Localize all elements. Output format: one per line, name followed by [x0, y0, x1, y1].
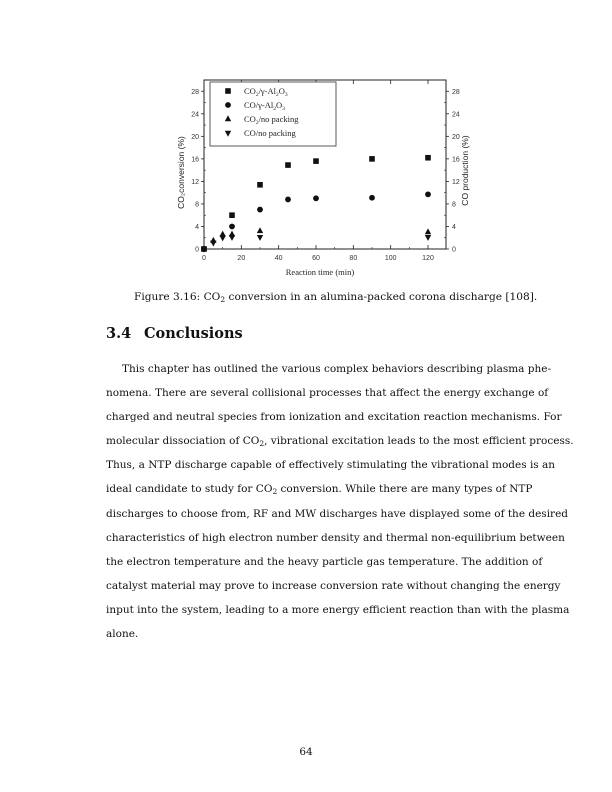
triangle-up-marker — [425, 228, 431, 234]
paragraph-line: catalyst material may prove to increase conversion rate without changing the energy — [106, 579, 561, 592]
section-number: 3.4 — [106, 325, 132, 342]
paragraph-line: charged and neutral species from ionization and excitation reaction mechanisms. For — [106, 411, 562, 424]
square-marker — [425, 155, 431, 161]
x-tick-label: 20 — [237, 255, 246, 262]
y-tick-label: 0 — [195, 246, 199, 254]
y-axis-label: CO₂conversion (%) — [176, 136, 186, 209]
y-tick-label: 16 — [191, 156, 199, 164]
caption-text: Figure 3.16: CO — [134, 291, 221, 303]
circle-marker — [225, 102, 231, 108]
legend-label-part: 2 — [255, 120, 259, 126]
legend-label-part: O — [278, 86, 285, 96]
triangle-up-marker — [257, 227, 263, 233]
circle-marker — [369, 195, 375, 201]
legend-label-part: 2 — [255, 92, 259, 98]
legend-label-part: CO/no packing — [244, 128, 296, 138]
y2-tick-label: 0 — [452, 246, 456, 254]
paragraph-line: discharges to choose from, RF and MW discharges have displayed some of the desired — [106, 507, 569, 520]
x-tick-label: 60 — [312, 255, 320, 262]
y-tick-label: 8 — [195, 201, 199, 209]
y2-tick-label: 8 — [452, 201, 456, 209]
y-tick-label: 24 — [191, 111, 199, 119]
square-marker — [369, 156, 375, 162]
paragraph-line: nomena. There are several collisional processes that affect the energy exchange of — [106, 387, 549, 400]
section-title: Conclusions — [144, 325, 243, 342]
figure-caption — [134, 291, 537, 303]
circle-marker — [425, 191, 431, 197]
caption-subscript: 2 — [220, 295, 226, 304]
x-tick-label: 0 — [202, 255, 206, 262]
paragraph-line: alone. — [106, 628, 139, 641]
triangle-down-marker — [425, 235, 431, 241]
square-marker — [229, 212, 235, 218]
y2-axis-label: CO production (%) — [460, 135, 470, 206]
square-marker — [225, 88, 231, 94]
legend-label-part: CO/γ-Al — [244, 100, 274, 110]
legend-label-part: CO — [244, 86, 256, 96]
triangle-down-marker — [257, 235, 263, 241]
x-axis-label: Reaction time (min) — [285, 267, 355, 277]
scatter-plot — [170, 76, 470, 286]
circle-marker — [313, 195, 319, 201]
legend-label-part: /γ-Al — [258, 86, 277, 96]
triangle-down-marker — [210, 241, 216, 247]
square-marker — [285, 162, 291, 168]
paragraph-line: Thus, a NTP discharge capable of effectively stimulating the vibrational modes is an — [106, 459, 556, 472]
paragraph-line: input into the system, leading to a more energy efficient reaction than with the plasma — [106, 603, 570, 616]
x-tick-label: 100 — [384, 255, 397, 262]
y-tick-label: 12 — [191, 178, 199, 186]
square-marker — [257, 182, 263, 188]
y2-tick-label: 16 — [452, 156, 460, 164]
circle-marker — [229, 224, 235, 230]
paragraph-line: the electron temperature and the heavy particle gas temperature. The addition of — [106, 555, 543, 568]
y-tick-label: 4 — [195, 223, 199, 231]
legend-label-part: CO — [244, 114, 256, 124]
triangle-down-marker — [219, 236, 225, 242]
y-tick-label: 28 — [191, 88, 199, 96]
legend-label-part: 3 — [282, 106, 285, 112]
section-heading — [106, 325, 243, 342]
circle-marker — [285, 197, 291, 203]
x-tick-label: 120 — [422, 255, 434, 262]
paragraph-line: molecular dissociation of $CO_2$, vibrational excitation leads to the most efficient process. — [106, 435, 574, 449]
legend-label-part: 2 — [273, 106, 277, 112]
page-number: 64 — [299, 746, 313, 758]
y2-tick-label: 4 — [452, 223, 456, 231]
y-tick-label: 20 — [191, 133, 199, 141]
y2-tick-label: 28 — [452, 88, 460, 96]
y2-tick-label: 12 — [452, 178, 460, 186]
circle-marker — [257, 207, 263, 213]
figure-3-16-chart — [170, 76, 470, 286]
x-tick-label: 80 — [349, 255, 358, 262]
caption-text-rest: conversion in an alumina-packed corona discharge [108]. — [225, 291, 538, 303]
square-marker — [313, 158, 319, 164]
paragraph-line: characteristics of high electron number density and thermal non-equilibrium between — [106, 531, 565, 544]
legend-label-part: O — [276, 100, 283, 110]
paragraph-line: This chapter has outlined the various complex behaviors describing plasma phe- — [122, 363, 552, 375]
triangle-down-marker — [229, 235, 235, 241]
legend-label-part: /no packing — [258, 114, 299, 124]
legend-label — [244, 128, 296, 138]
legend-label-part: 3 — [284, 92, 288, 98]
legend-label-part: 2 — [276, 92, 279, 98]
conclusions-paragraph — [106, 357, 574, 646]
y2-tick-label: 24 — [452, 111, 460, 119]
x-tick-label: 40 — [274, 255, 283, 262]
y2-tick-label: 20 — [452, 133, 460, 141]
paragraph-line: ideal candidate to study for $CO_2$ conversion. While there are many types of NTP — [106, 483, 533, 497]
